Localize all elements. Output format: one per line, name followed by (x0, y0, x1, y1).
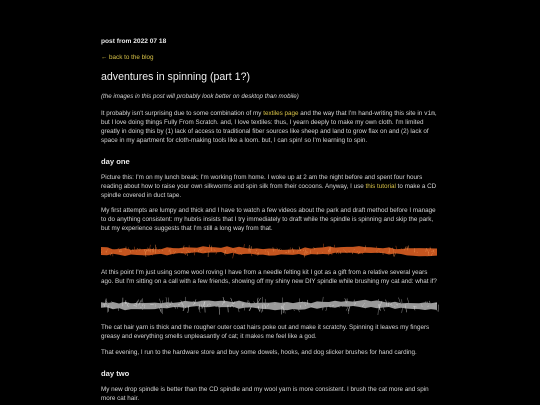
orange-wool-yarn-image (101, 241, 439, 261)
textiles-page-link[interactable]: textiles page (263, 110, 299, 118)
day-two-heading: day two (101, 368, 130, 378)
tutorial-link[interactable]: this tutorial (365, 182, 396, 190)
image-note: (the images in this post will probably look better on desktop than mobile) (101, 93, 299, 101)
post-title: adventures in spinning (part 1?) (101, 71, 250, 84)
day-one-paragraph-5: That evening, I run to the hardware store and buy some dowels, hooks, and dog slicker brushes for hand carding. (101, 349, 417, 357)
gray-cat-hair-yarn-image (101, 294, 439, 316)
back-to-blog-link[interactable]: ← back to the blog (101, 54, 154, 62)
day-one-paragraph-3: At this point I'm just using some wool roving I have from a needle felting kit I got as a gift from a relative several years ago. But I'm sitting on a call with a few friends, showing off my shiny new DIY spindle while brushing my cat and: what if? (101, 269, 437, 286)
day-one-paragraph-4: The cat hair yarn is thick and the rougher outer coat hairs poke out and make it scratchy. Spinning it leaves my fingers greasy and everything smells unpleasantly of cat; it makes me feel like a god. (101, 324, 430, 341)
post-date: post from 2022 07 18 (101, 38, 167, 45)
day-one-paragraph-1: Picture this: I'm on my lunch break; I'm working from home. I woke up at 2 am the night before and spent four hours reading about how to raise your own silkworms and spin silk from their cocoons. Anyway, I use this tutorial to make a CD spindle covered in duct tape. (101, 173, 437, 199)
day-one-paragraph-2: My first attempts are lumpy and thick and I have to watch a few videos about the park and draft method before I manage to do anything consistent: my hubris insists that I try immediately to draft while the spindle is spinning and skip the park, but my experience suggests that I'm still a long way from that. (101, 207, 436, 233)
day-one-heading: day one (101, 156, 130, 166)
intro-paragraph: It probably isn't surprising due to some combination of my textiles page and the way that I'm hand-writing this site in vim, but I love doing things Fully From Scratch. and, I love textiles: thus, I yearn deeply to make my own cloth. I'm limited greatly in doing this by (1) lack of access to traditional fiber sources like sheep and land to grow flax on and (2) lack of space in my apartment for cloth-making tools like a loom. but, I can spin! so I'm learning to spin. (101, 110, 437, 144)
day-two-paragraph-1: My new drop spindle is better than the CD spindle and my wool yarn is more consistent. I brush the cat more and spin more cat hair. (101, 385, 429, 402)
blog-post (101, 0, 439, 404)
vim-code: vim (424, 110, 435, 118)
